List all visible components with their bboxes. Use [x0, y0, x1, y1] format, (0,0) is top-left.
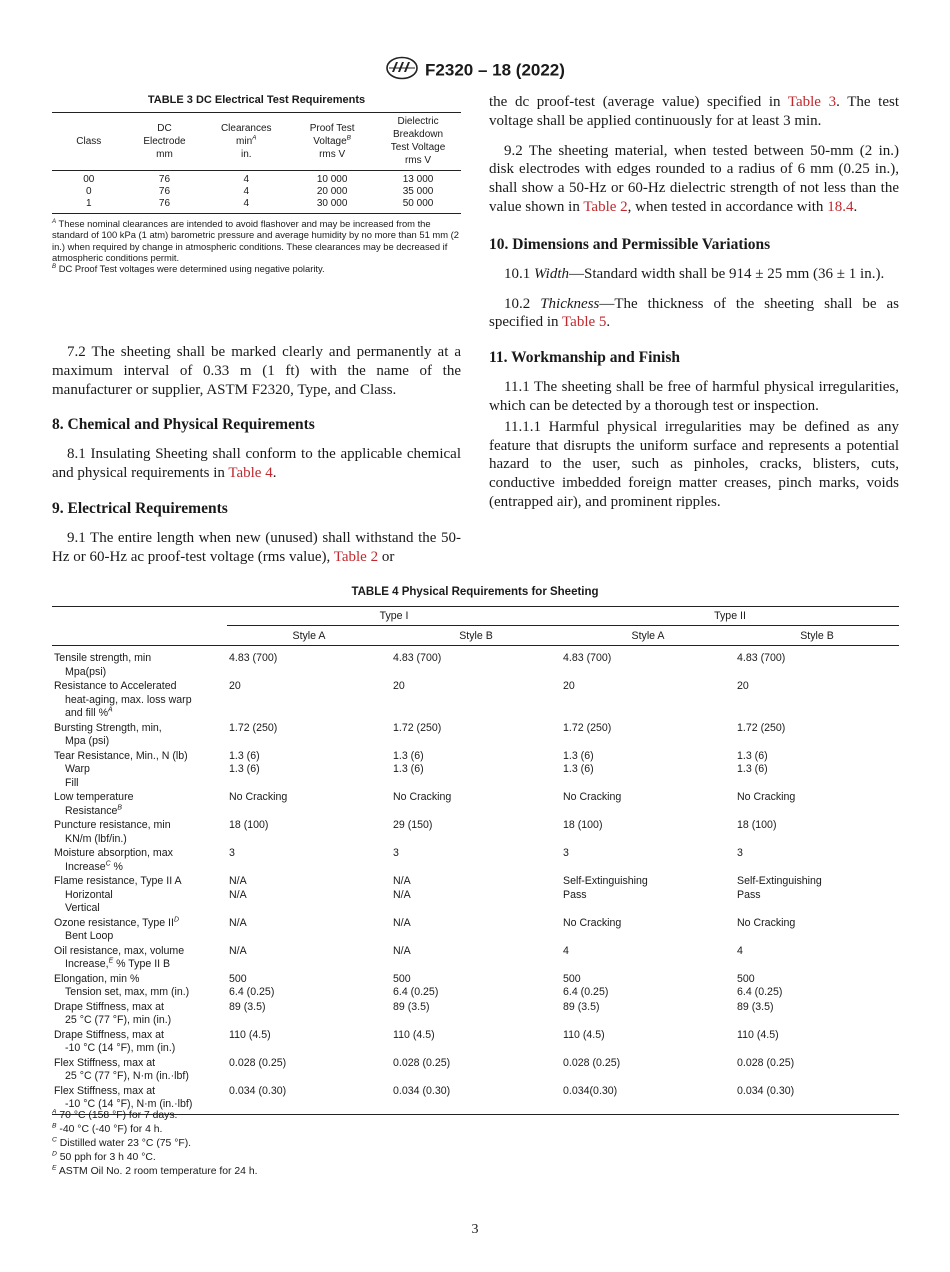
page-number: 3	[471, 1222, 479, 1237]
cell: 4	[243, 174, 250, 185]
value-cell: 20	[393, 680, 405, 692]
value-cell: 1.3 (6) 1.3 (6)	[563, 749, 594, 775]
table-row	[52, 1001, 899, 1029]
table-row	[52, 186, 461, 198]
cell: 20 000	[316, 186, 348, 197]
property-cell: Flex Stiffness, max at -10 °C (14 °F), N·m (in.·lbf)	[52, 1085, 227, 1115]
footnote-e: $^E$ ASTM Oil No. 2 room temperature for 24 h.	[52, 1164, 258, 1177]
value-cell: No Cracking	[229, 791, 288, 803]
paragraph-10-1: 10.1 Width—Standard width shall be 914 ± 25 mm (36 ± 1 in.).	[504, 265, 885, 282]
property-cell: Low temperature Resistance$^B$	[54, 791, 134, 817]
value-cell: No Cracking	[393, 791, 452, 803]
table-row	[52, 945, 899, 973]
property-cell: Drape Stiffness, max at 25 °C (77 °F), min (in.)	[54, 1000, 172, 1026]
cell: 0	[86, 186, 92, 197]
property-cell: Flame resistance, Type II A Horizontal Vertical	[54, 875, 182, 914]
property-cell: Oil resistance, max, volume Increase,$^E$ % Type II B	[54, 944, 185, 970]
value-cell: 4.83 (700)	[229, 652, 278, 664]
value-cell: 1.72 (250)	[393, 721, 442, 734]
value-cell: N/A	[393, 944, 411, 957]
col-class: Class	[52, 113, 126, 171]
value-cell: 0.028 (0.25)	[393, 1056, 451, 1069]
value-cell: 500 6.4 (0.25)	[563, 972, 609, 998]
value-cell: 18 (100)	[563, 819, 603, 831]
table-row	[52, 847, 899, 875]
section-10-heading: 10. Dimensions and Permissible Variations	[489, 235, 771, 253]
header-blank	[52, 626, 227, 646]
value-cell: 1.3 (6) 1.3 (6)	[737, 749, 768, 775]
footnote-c: $^C$ Distilled water 23 °C (75 °F).	[52, 1136, 192, 1149]
value-cell: 4	[563, 944, 569, 957]
value-cell: 20	[229, 680, 241, 692]
footnote-a: $^A$ 70 °C (158 °F) for 7 days.	[52, 1108, 178, 1121]
cell: 76	[158, 186, 171, 197]
value-cell: 0.028 (0.25)	[737, 1056, 795, 1069]
footnote-b: $^B$ -40 °C (-40 °F) for 4 h.	[52, 1122, 163, 1135]
value-cell: 4.83 (700)	[563, 652, 612, 664]
value-cell: Self-Extinguishing Pass	[737, 875, 822, 901]
table-row	[52, 875, 899, 917]
section-9-heading: 9. Electrical Requirements	[52, 499, 228, 517]
table-row	[52, 680, 899, 722]
table-3-caption: TABLE 3 DC Electrical Test Requirements	[147, 94, 366, 106]
cell: 30 000	[289, 198, 375, 214]
table-row	[52, 973, 899, 1001]
value-cell: 1.3 (6) 1.3 (6)	[229, 749, 260, 775]
value-cell: 4.83 (700)	[393, 652, 442, 664]
table-4	[52, 606, 899, 1115]
value-cell: 4.83 (700)	[737, 652, 786, 664]
paragraph-9-1: 9.1 The entire length when new (unused) shall withstand the 50-Hz or 60-Hz ac proof-test voltage (rms value), Table 2 or	[52, 529, 461, 565]
col-clearances: Clearances $\min^A$ in.	[203, 113, 289, 171]
value-cell: 20	[563, 680, 575, 692]
value-cell: No Cracking	[563, 916, 622, 929]
property-cell: Tear Resistance, Min., N (lb) Warp Fill	[54, 749, 188, 789]
value-cell: N/A	[393, 916, 411, 929]
table-3-link[interactable]: Table 3	[787, 94, 837, 110]
cell: 76	[126, 198, 204, 214]
right-column	[489, 93, 899, 512]
value-cell: N/A N/A	[393, 875, 411, 901]
value-cell: 500 6.4 (0.25)	[229, 972, 275, 998]
property-cell: Tensile strength, min Mpa(psi)	[54, 652, 152, 678]
value-cell: 0.034 (0.30)	[735, 1085, 899, 1115]
value-cell: 110 (4.5)	[393, 1028, 435, 1041]
table-4-caption: TABLE 4 Physical Requirements for Sheeting	[351, 586, 599, 598]
value-cell: 1.72 (250)	[229, 721, 278, 734]
table-2-link[interactable]: Table 2	[583, 198, 628, 215]
table-3-grid	[52, 112, 461, 214]
table-row	[52, 791, 899, 819]
paragraph-11-1-1: 11.1.1 Harmful physical irregularities may be defined as any feature that disrupts the uniform surface and represents a potential hazard to the user, such as pinholes, cracks, blisters, cuts, conductive imbedded foreign matter creases, pinch marks, voids (entrapped air), and prominent ripples.	[489, 418, 899, 510]
header-type-1: Type I	[227, 607, 561, 626]
value-cell: 0.034 (0.30)	[227, 1085, 391, 1115]
value-cell: 29 (150)	[393, 819, 433, 831]
paragraph-8-1: 8.1 Insulating Sheeting shall conform to the applicable chemical and physical requirements in Table 4.	[52, 446, 461, 482]
value-cell: Self-Extinguishing Pass	[563, 875, 648, 901]
cell: 00	[83, 174, 95, 185]
value-cell: 89 (3.5)	[737, 1000, 774, 1013]
col-electrode: DC Electrode mm	[126, 113, 204, 171]
header-style-b: Style B	[735, 626, 899, 646]
value-cell: 0.028 (0.25)	[229, 1056, 287, 1069]
section-18-4-link[interactable]: 18.4	[827, 198, 854, 215]
table-2-link[interactable]: Table 2	[333, 548, 379, 565]
astm-logo-icon	[385, 56, 419, 85]
footnote-d: $^D$ 50 pph for 3 h 40 °C.	[52, 1150, 156, 1163]
property-cell: Drape Stiffness, max at -10 °C (14 °F), mm (in.)	[54, 1028, 176, 1054]
table-row	[52, 171, 461, 187]
property-cell: Moisture absorption, max Increase$^C$ %	[54, 847, 173, 873]
header-type-2: Type II	[561, 607, 899, 626]
cell: 76	[158, 174, 171, 185]
value-cell: 89 (3.5)	[229, 1000, 266, 1013]
value-cell: 3	[737, 847, 743, 859]
value-cell: N/A N/A	[229, 875, 247, 901]
property-cell: Elongation, min % Tension set, max, mm (in.)	[54, 972, 190, 998]
value-cell: 3	[229, 847, 235, 859]
cell: 4	[203, 198, 289, 214]
value-cell: 1.72 (250)	[563, 721, 612, 734]
table-3-footnotes	[52, 218, 461, 274]
header-blank	[52, 607, 227, 626]
table-row	[52, 722, 899, 750]
table-4-link[interactable]: Table 4	[228, 465, 273, 482]
property-cell: Bursting Strength, min, Mpa (psi)	[54, 721, 162, 747]
table-3	[52, 94, 461, 274]
value-cell: 110 (4.5)	[229, 1028, 271, 1041]
header-style-a: Style A	[227, 626, 391, 646]
value-cell: 110 (4.5)	[563, 1028, 605, 1041]
value-cell: 500 6.4 (0.25)	[393, 972, 439, 998]
value-cell: 1.3 (6) 1.3 (6)	[393, 749, 424, 775]
col-proof-voltage: Proof Test Voltage$^B$ rms V	[289, 113, 375, 171]
cell: 13 000	[402, 174, 434, 185]
value-cell: 4	[737, 944, 743, 957]
left-column	[52, 343, 461, 567]
value-cell: 0.028 (0.25)	[563, 1056, 621, 1069]
paragraph-9-1-cont: the dc proof-test (average value) specified in Table 3. The test voltage shall be applied continuously for at least 3 min.	[489, 94, 899, 129]
value-cell: 18 (100)	[737, 819, 777, 831]
paragraph-9-2: 9.2 The sheeting material, when tested between 50-mm (2 in.) disk electrodes with edges rounded to a radius of 6 mm (0.25 in.), shall show a 50-Hz or 60-Hz dielectric strength of not less than the value shown in Table 2, when tested in accordance with 18.4.	[489, 142, 899, 215]
table-row	[52, 1057, 899, 1085]
property-cell: Ozone resistance, Type $II^D$ Bent Loop	[54, 915, 179, 942]
value-cell: 3	[563, 847, 569, 859]
value-cell: 20	[737, 680, 749, 692]
section-8-heading: 8. Chemical and Physical Requirements	[52, 416, 315, 434]
table-row	[52, 750, 899, 792]
cell: 10 000	[316, 174, 348, 185]
table-row	[52, 198, 461, 214]
value-cell: 0.034(0.30)	[561, 1085, 735, 1115]
property-cell: Resistance to Accelerated heat-aging, max. loss warp and fill %$^A$	[54, 680, 192, 719]
value-cell: No Cracking	[737, 916, 796, 929]
footnote-b: $^B$ DC Proof Test voltages were determined using negative polarity.	[52, 263, 325, 275]
cell: 4	[243, 186, 250, 197]
table-row	[52, 917, 899, 945]
table-row	[52, 646, 899, 681]
value-cell: 500 6.4 (0.25)	[737, 972, 783, 998]
table-row	[52, 1029, 899, 1057]
value-cell: No Cracking	[563, 791, 622, 803]
cell: 50 000	[375, 198, 461, 214]
paragraph-11-1: 11.1 The sheeting shall be free of harmful physical irregularities, which can be detected by a thorough test or inspection.	[489, 379, 899, 414]
footnote-a: $^A$ These nominal clearances are intended to avoid flashover and may be increased from the standard of 100 kPa (1 atm) barometric pressure and average humidity by no more than 51 mm (2 in.) when required by change in atmospheric conditions. These clearances may be decreased if atmospheric conditions permit.	[52, 217, 459, 263]
value-cell: 0.034 (0.30)	[391, 1085, 561, 1115]
page-header	[0, 56, 950, 85]
standard-designation: F2320 – 18 (2022)	[425, 60, 565, 80]
table-4-footnotes	[52, 1109, 258, 1179]
table-row	[52, 819, 899, 847]
cell: 1	[52, 198, 126, 214]
cell: 35 000	[402, 186, 434, 197]
paragraph-7-2: 7.2 The sheeting shall be marked clearly and permanently at a maximum interval of 0.33 m (1 ft) with the name of the manufacturer or supplier, ASTM F2320, Type, and Class.	[52, 344, 461, 398]
property-cell: Puncture resistance, min KN/m (lbf/in.)	[54, 819, 171, 845]
value-cell: 89 (3.5)	[393, 1000, 430, 1013]
value-cell: N/A	[229, 944, 247, 957]
value-cell: 18 (100)	[229, 819, 269, 831]
section-11-heading: 11. Workmanship and Finish	[489, 349, 680, 367]
col-dielectric: Dielectric Breakdown Test Voltage rms V	[375, 113, 461, 171]
value-cell: 3	[393, 847, 399, 859]
value-cell: 110 (4.5)	[737, 1028, 779, 1041]
value-cell: No Cracking	[737, 791, 796, 803]
header-style-b: Style B	[391, 626, 561, 646]
value-cell: 89 (3.5)	[563, 1000, 600, 1013]
value-cell: N/A	[229, 916, 247, 929]
header-style-a: Style A	[561, 626, 735, 646]
value-cell: 1.72 (250)	[737, 721, 786, 734]
paragraph-10-2: 10.2 Thickness—The thickness of the sheeting shall be as specified in Table 5.	[489, 295, 900, 331]
property-cell: Flex Stiffness, max at 25 °C (77 °F), N·m (in.·lbf)	[54, 1056, 189, 1082]
table-5-link[interactable]: Table 5	[562, 314, 607, 331]
